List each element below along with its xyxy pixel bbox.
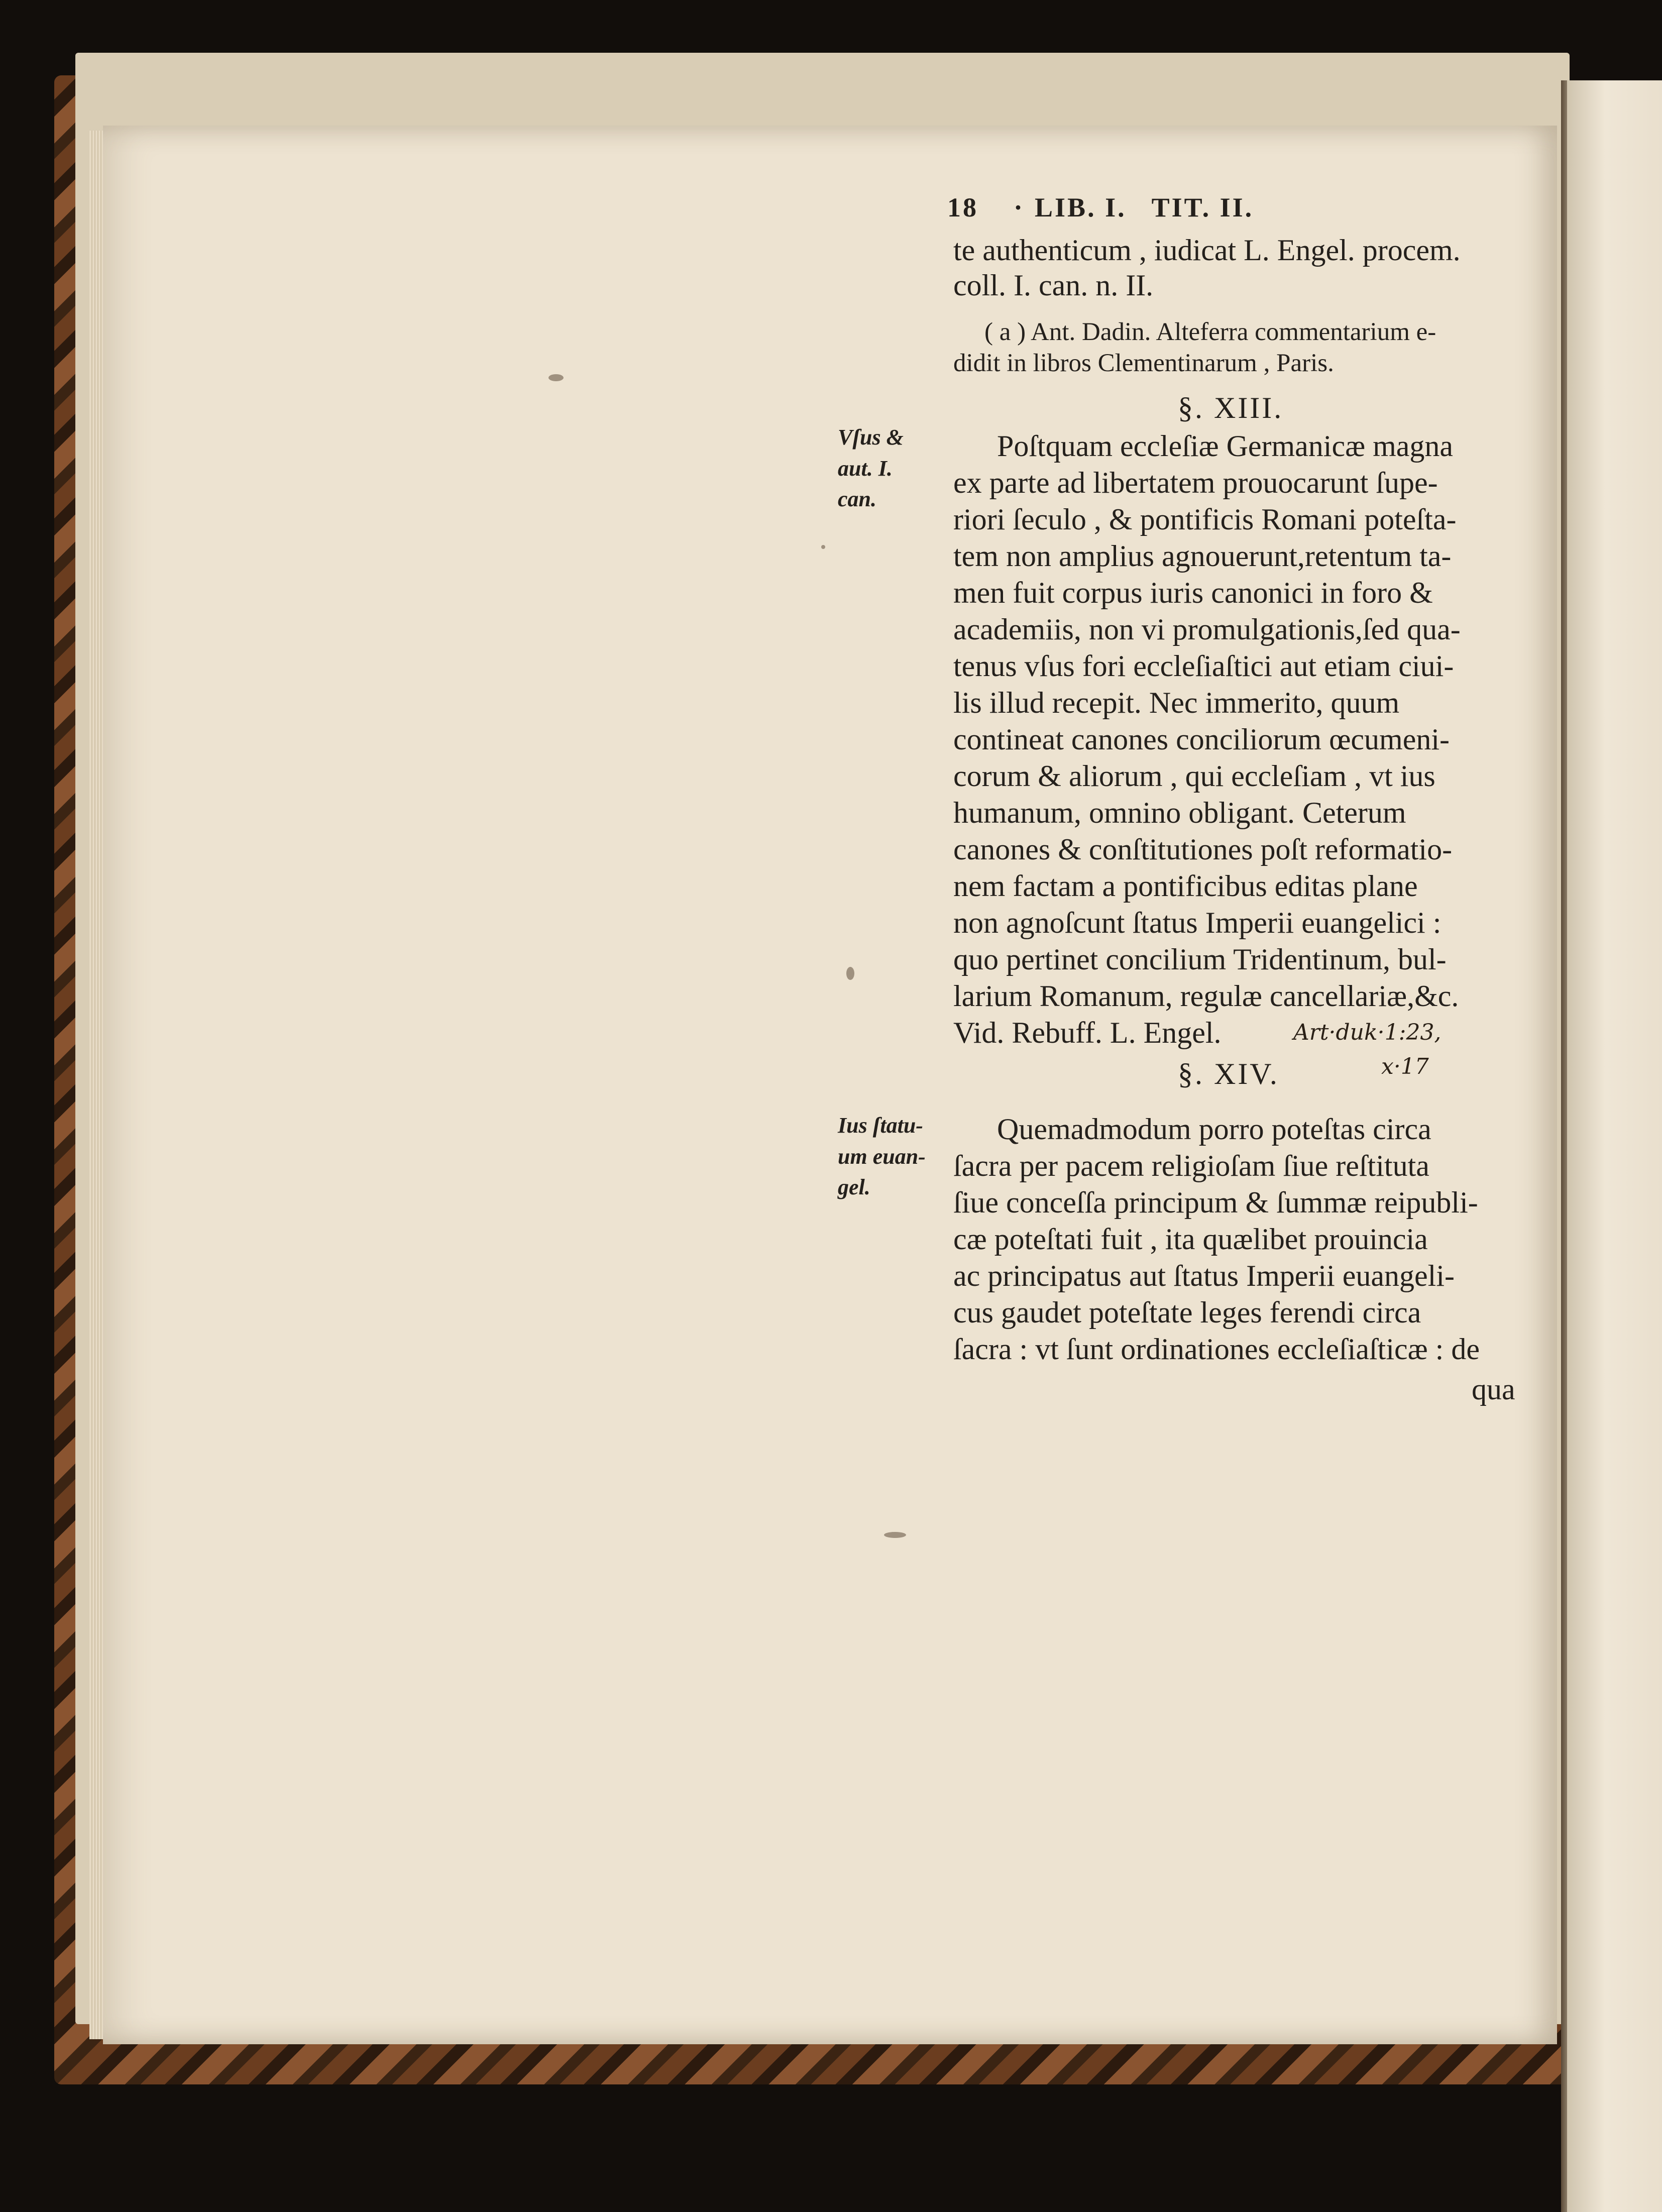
ink-speck [884,1532,906,1538]
margin-note-line: um euan- [838,1144,926,1169]
footnote-line: didit in libros Clementinarum , Paris. [953,349,1334,377]
margin-note-line: gel. [838,1175,870,1200]
footnote-line: ( a ) Ant. Dadin. Alteferra commentarium e- [984,318,1436,346]
text-line: ſacra : vt ſunt ordinationes eccleſiaſticæ : de [953,1333,1480,1366]
text-line: ex parte ad libertatem prouocarunt ſupe- [953,466,1438,499]
header-tit: TIT. II. [1151,192,1254,223]
handwritten-annotation: Art·duk·1:23, [1293,1020,1442,1045]
text-line: nem factam a pontificibus editas plane [953,869,1418,903]
text-line: tem non amplius agnouerunt,retentum ta- [953,539,1452,573]
text-line: quo pertinet concilium Tridentinum, bul- [953,943,1447,976]
text-line: riori ſeculo , & pontificis Romani poteſta- [953,503,1457,536]
text-line: men fuit corpus iuris canonici in foro & [953,576,1433,609]
header-dot: · [1014,192,1025,223]
section-heading: §. XIII. [1178,391,1284,424]
ink-speck [548,374,564,381]
margin-note-line: Vſus & [838,425,904,450]
page-number: 18 [947,192,978,223]
adjacent-page-edge [1567,80,1662,2212]
text-line: Quemadmodum porro poteſtas circa [997,1113,1431,1146]
header-lib: LIB. I. [1035,192,1127,223]
text-line: te authenticum , iudicat L. Engel. procem. [953,234,1461,267]
margin-note [838,1110,926,1203]
handwritten-annotation: x·17 [1381,1054,1429,1079]
margin-note-line: can. [838,487,876,512]
text-line: Vid. Rebuff. L. Engel. [953,1016,1222,1049]
text-line: larium Romanum, regulæ cancellariæ,&c. [953,979,1459,1013]
book-page [103,126,1557,2044]
section-heading: §. XIV. [1178,1057,1279,1090]
catchword: qua [1472,1373,1515,1406]
text-line: Poſtquam eccleſiæ Germanicæ magna [997,429,1454,463]
text-line: corum & aliorum , qui eccleſiam , vt ius [953,759,1435,793]
text-line: ſacra per pacem religioſam ſiue reſtituta [953,1149,1429,1182]
text-line: cus gaudet poteſtate leges ferendi circa [953,1296,1421,1329]
text-line: ſiue conceſſa principum & ſummæ reipubli- [953,1186,1478,1219]
margin-note-line: aut. I. [838,456,893,481]
running-header [947,192,1254,223]
margin-note-line: Ius ſtatu- [838,1113,923,1138]
margin-note [838,422,904,515]
text-line: academiis, non vi promulgationis,ſed qua- [953,613,1461,646]
text-line: contineat canones conciliorum œcumeni- [953,723,1450,756]
text-line: humanum, omnino obligant. Ceterum [953,796,1406,829]
ink-speck [821,545,825,549]
text-line: coll. I. can. n. II. [953,269,1154,302]
text-line: canones & conſtitutiones poſt reformatio- [953,833,1453,866]
text-line: non agnoſcunt ſtatus Imperii euangelici : [953,906,1442,939]
text-line: ac principatus aut ſtatus Imperii euangeli- [953,1259,1455,1292]
text-line: tenus vſus fori eccleſiaſtici aut etiam ciui- [953,649,1454,683]
ink-speck [846,967,854,980]
text-line: lis illud recepit. Nec immerito, quum [953,686,1400,719]
text-line: cæ poteſtati fuit , ita quælibet prouincia [953,1223,1428,1256]
